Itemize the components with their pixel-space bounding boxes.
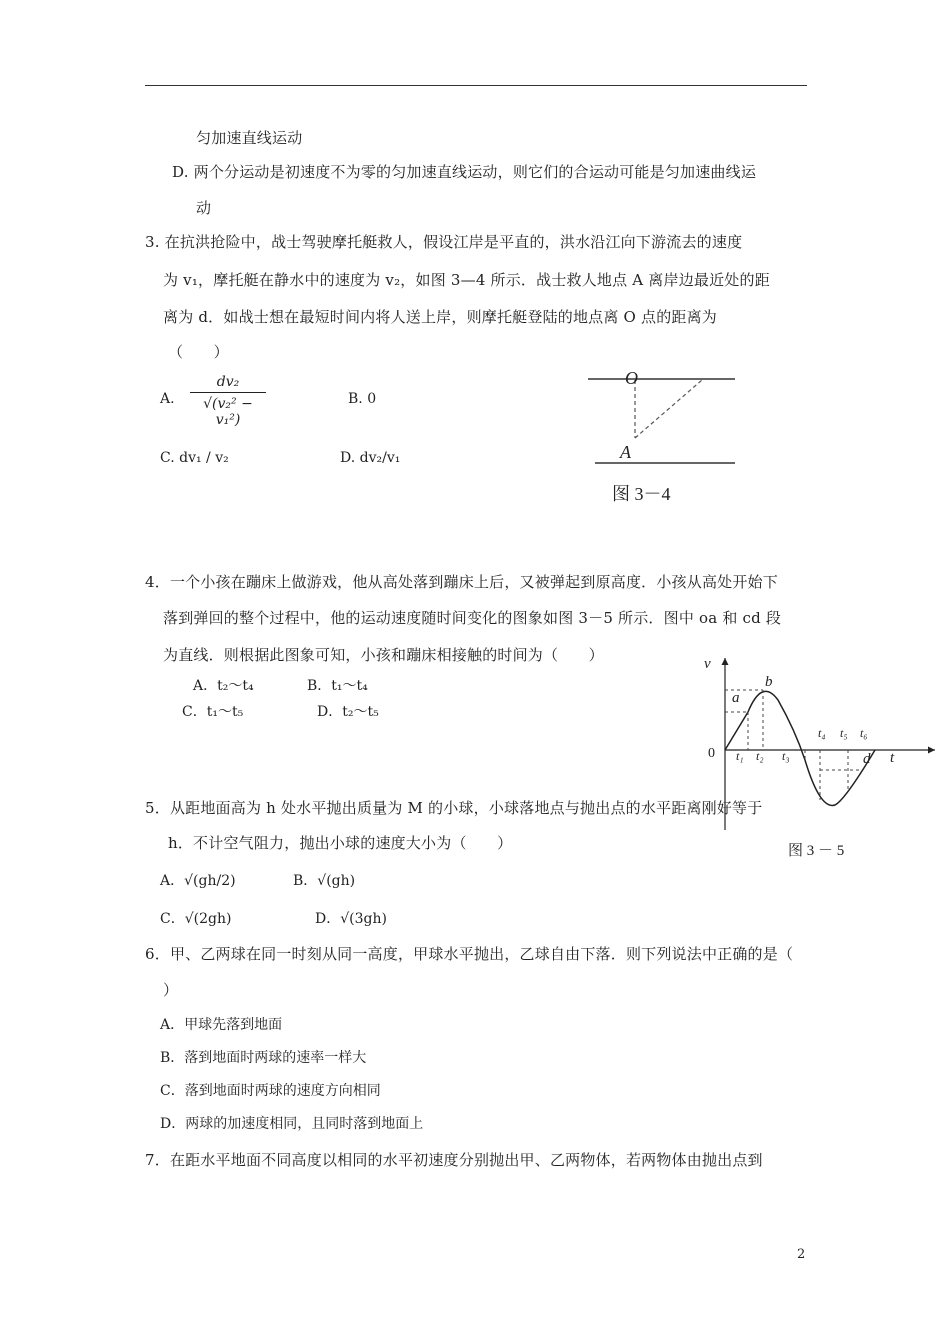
q4-option-a: A．t₂～t₄ (193, 678, 254, 694)
q5-option-c: C．√(2gh) (160, 911, 232, 927)
q3-option-b: B. 0 (348, 391, 377, 407)
q4-line-1: 4．一个小孩在蹦床上做游戏，他从高处落到蹦床上后，又被弹起到原高度．小孩从高处开始下 (145, 573, 778, 591)
header-rule (145, 85, 807, 86)
q7-line-1: 7．在距水平地面不同高度以相同的水平初速度分别抛出甲、乙两物体，若两物体由抛出点到 (145, 1151, 763, 1169)
q4-line-3: 为直线．则根据此图象可知，小孩和蹦床相接触的时间为（ ） (163, 646, 604, 664)
q5-option-d: D．√(3gh) (315, 911, 387, 927)
label-t: t (890, 750, 895, 766)
figure-caption: 图 3 － 5 (788, 843, 845, 859)
fraction-denominator: √(v₂² − v₁²) (203, 396, 253, 428)
label-b: b (765, 674, 773, 690)
q5-line-2: h．不计空气阻力，抛出小球的速度大小为（ ） (168, 834, 513, 852)
label-o: O (625, 368, 638, 388)
q6-option-d: D．两球的加速度相同，且同时落到地面上 (160, 1116, 424, 1132)
page-number: 2 (797, 1247, 806, 1262)
figure-caption: 图 3－4 (612, 484, 671, 504)
tick-t2: t₂ (756, 749, 764, 763)
figure-3-4 (580, 360, 750, 510)
fraction-numerator: dv₂ (190, 374, 266, 393)
q4-option-b: B．t₁～t₄ (307, 678, 368, 694)
q3-option-c: C. dv₁ / v₂ (160, 450, 229, 466)
label-d: d (863, 751, 871, 767)
tick-t5: t₅ (840, 726, 848, 740)
text-line: 匀加速直线运动 (196, 129, 303, 147)
option-d-text: D. 两个分运动是初速度不为零的匀加速直线运动，则它们的合运动可能是匀加速曲线运 (172, 163, 757, 181)
label-origin: 0 (708, 746, 715, 761)
figure-3-5 (700, 650, 940, 870)
q3-line-3: 离为 d．如战士想在最短时间内将人送上岸，则摩托艇登陆的地点离 O 点的距离为 (163, 308, 718, 326)
tick-t4: t₄ (818, 726, 826, 740)
q4-line-2: 落到弹回的整个过程中，他的运动速度随时间变化的图象如图 3－5 所示．图中 oa 和 cd 段 (163, 609, 782, 627)
diagonal-dashed-line (635, 380, 702, 438)
q4-option-d: D．t₂～t₅ (317, 704, 379, 720)
q3-line-2: 为 v₁，摩托艇在静水中的速度为 v₂，如图 3—4 所示．战士救人地点 A 离岸边最近处的距 (163, 271, 770, 289)
q5-line-1: 5．从距地面高为 h 处水平抛出质量为 M 的小球，小球落地点与抛出点的水平距离刚好等于 (145, 799, 763, 817)
q6-line-2: ） (163, 981, 179, 999)
label-a: a (732, 690, 740, 706)
tick-t1: t₁ (736, 749, 744, 763)
q6-option-c: C．落到地面时两球的速度方向相同 (160, 1083, 381, 1099)
q3-option-d: D. dv₂/v₁ (340, 450, 401, 466)
tick-t6: t₆ (860, 726, 868, 740)
label-v: v (704, 656, 711, 672)
q3-option-a-fraction (190, 374, 266, 428)
text-line: 动 (196, 199, 212, 217)
q5-option-a: A．√(gh/2) (160, 873, 236, 889)
q6-line-1: 6．甲、乙两球在同一时刻从同一高度，甲球水平抛出，乙球自由下落．则下列说法中正确的是（ (145, 945, 794, 963)
label-a: A (620, 442, 631, 462)
q6-option-a: A．甲球先落到地面 (160, 1017, 283, 1033)
q3-line-4: （ ） (168, 343, 229, 361)
q3-line-1: 3. 在抗洪抢险中，战士驾驶摩托艇救人，假设江岸是平直的，洪水沿江向下游流去的速度 (145, 233, 743, 251)
tick-t3: t₃ (782, 749, 790, 763)
q5-option-b: B．√(gh) (293, 873, 356, 889)
q6-option-b: B．落到地面时两球的速率一样大 (160, 1050, 367, 1066)
q4-option-c: C．t₁～t₅ (182, 704, 244, 720)
q3-option-a-label: A. (160, 391, 175, 407)
